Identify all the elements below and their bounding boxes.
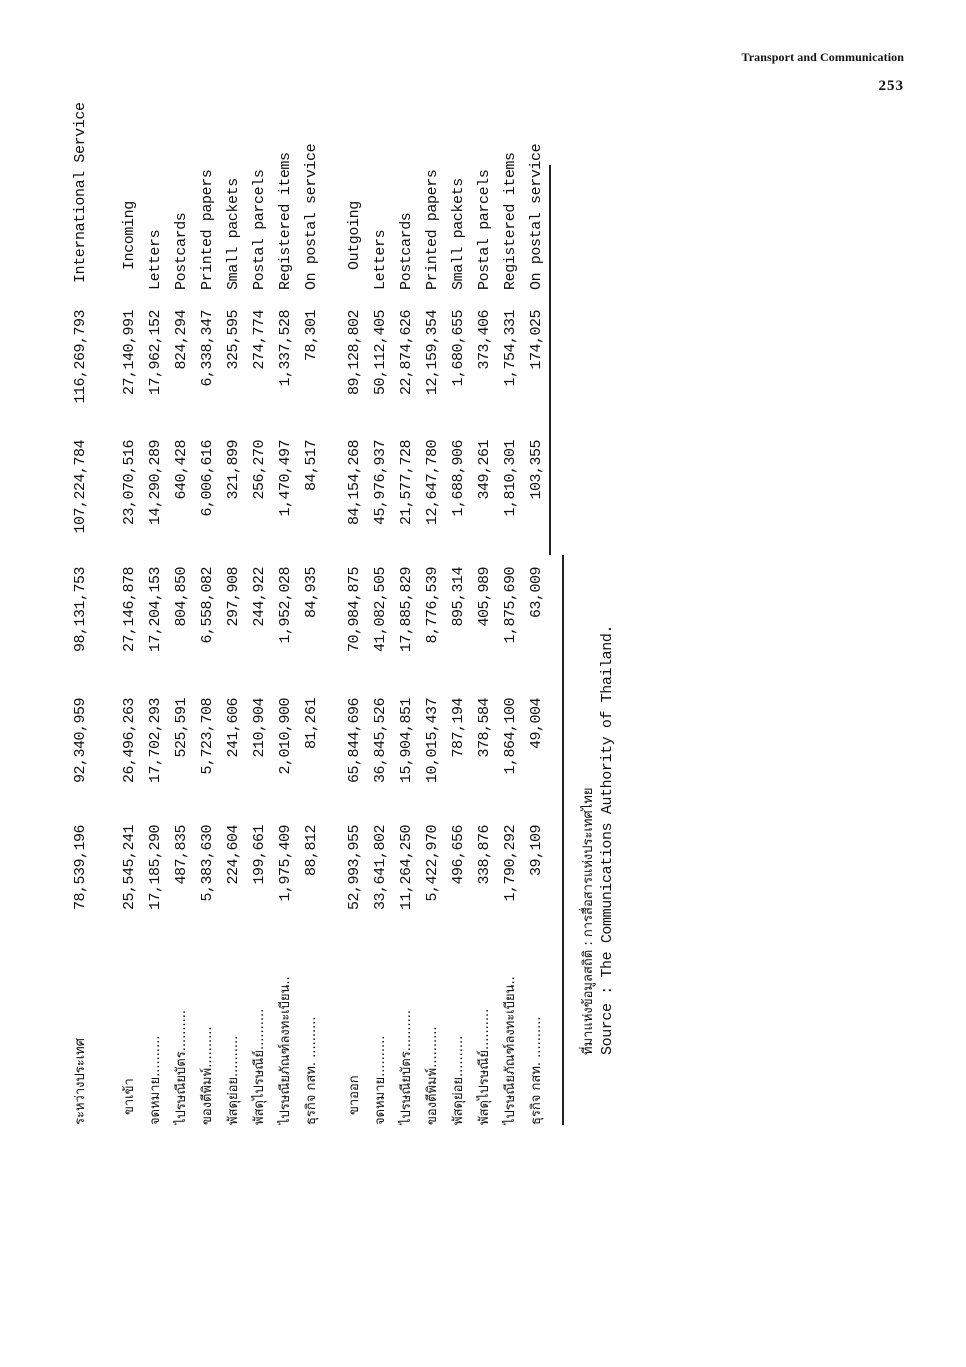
row-label-th: พัสดุไปรษณีย์.......... bbox=[252, 1008, 267, 1125]
page-number: 253 bbox=[878, 78, 904, 94]
cell-value: 78,539,196 bbox=[72, 825, 89, 911]
row-label-th: จดหมาย.......... bbox=[148, 1035, 163, 1125]
cell-value: 21,577,728 bbox=[398, 440, 415, 526]
source-note-th: ที่มาแห่งข้อมูลสถิติ : การสื่อสารแห่งประเทศไทย bbox=[581, 787, 596, 1055]
table-row bbox=[393, 165, 420, 1125]
cell-value: 241,606 bbox=[225, 698, 242, 758]
cell-value: 36,845,526 bbox=[372, 698, 389, 784]
cell-value: 52,993,955 bbox=[346, 825, 363, 911]
table-row bbox=[142, 165, 169, 1125]
table-row bbox=[220, 165, 247, 1125]
cell-value: 70,984,875 bbox=[346, 567, 363, 653]
row-label-th: ไปรษณียภัณฑ์ลงทะเบียน.. bbox=[278, 976, 293, 1125]
rotated-table bbox=[67, 102, 616, 1125]
row-label-en: Letters bbox=[147, 229, 164, 290]
cell-value: 65,844,696 bbox=[346, 698, 363, 784]
cell-value: 88,812 bbox=[303, 825, 320, 877]
cell-value: 116,269,793 bbox=[72, 310, 89, 404]
table-row-total bbox=[67, 102, 94, 1125]
row-label-en: Registered items bbox=[277, 152, 294, 290]
source-note-en: Source : The Communications Authority of Thailand. bbox=[599, 624, 616, 1055]
cell-value: 325,595 bbox=[225, 310, 242, 370]
cell-value: 174,025 bbox=[528, 310, 545, 370]
cell-value: 6,558,082 bbox=[199, 567, 216, 644]
row-label-th: ขาเข้า bbox=[122, 1078, 137, 1115]
row-label-th: ของตีพิมพ์.......... bbox=[425, 1026, 440, 1125]
cell-value: 89,128,802 bbox=[346, 310, 363, 396]
table-row bbox=[523, 143, 550, 1125]
cell-value: 49,004 bbox=[528, 698, 545, 750]
cell-value: 378,584 bbox=[476, 698, 493, 758]
cell-value: 84,935 bbox=[303, 567, 320, 619]
cell-value: 1,754,331 bbox=[502, 310, 519, 387]
row-label-th: ธุรกิจ กสท. .......... bbox=[304, 1016, 319, 1125]
cell-value: 27,146,878 bbox=[121, 567, 138, 653]
cell-value: 824,294 bbox=[173, 310, 190, 370]
row-label-th: จดหมาย.......... bbox=[373, 1035, 388, 1125]
cell-value: 41,082,505 bbox=[372, 567, 389, 653]
cell-value: 199,661 bbox=[251, 825, 268, 885]
cell-value: 15,904,851 bbox=[398, 698, 415, 784]
table-row bbox=[168, 165, 195, 1125]
cell-value: 17,962,152 bbox=[147, 310, 164, 396]
cell-value: 33,641,802 bbox=[372, 825, 389, 911]
cell-value: 256,270 bbox=[251, 440, 268, 500]
cell-value: 895,314 bbox=[450, 567, 467, 627]
cell-value: 27,140,991 bbox=[121, 310, 138, 396]
cell-value: 103,355 bbox=[528, 440, 545, 500]
cell-value: 8,776,539 bbox=[424, 567, 441, 644]
cell-value: 525,591 bbox=[173, 698, 190, 758]
row-label-th: ขาออก bbox=[347, 1075, 362, 1115]
cell-value: 6,338,347 bbox=[199, 310, 216, 387]
cell-value: 321,899 bbox=[225, 440, 242, 500]
table-row bbox=[471, 165, 498, 1125]
cell-value: 84,154,268 bbox=[346, 440, 363, 526]
cell-value: 107,224,784 bbox=[72, 440, 89, 534]
cell-value: 274,774 bbox=[251, 310, 268, 370]
table-row bbox=[246, 165, 273, 1125]
row-label-th: ระหว่างประเทศ bbox=[73, 1038, 88, 1125]
cell-value: 25,545,241 bbox=[121, 825, 138, 911]
cell-value: 5,422,970 bbox=[424, 825, 441, 902]
cell-value: 5,723,708 bbox=[199, 698, 216, 775]
cell-value: 373,406 bbox=[476, 310, 493, 370]
row-label-en: Printed papers bbox=[424, 169, 441, 290]
row-label-en: Letters bbox=[372, 229, 389, 290]
table-bottom-rule-left bbox=[562, 555, 564, 1125]
cell-value: 12,647,780 bbox=[424, 440, 441, 526]
cell-value: 1,680,655 bbox=[450, 310, 467, 387]
table-row bbox=[298, 143, 325, 1125]
table-row bbox=[194, 165, 221, 1125]
cell-value: 487,835 bbox=[173, 825, 190, 885]
cell-value: 22,874,626 bbox=[398, 310, 415, 396]
cell-value: 1,864,100 bbox=[502, 698, 519, 775]
cell-value: 98,131,753 bbox=[72, 567, 89, 653]
table-row bbox=[272, 152, 299, 1125]
cell-value: 1,952,028 bbox=[277, 567, 294, 644]
table-row-incoming bbox=[116, 165, 143, 1125]
row-label-en: International Service bbox=[72, 102, 89, 283]
table-row bbox=[419, 165, 446, 1125]
row-label-th: ไปรษณียบัตร.......... bbox=[174, 1009, 189, 1125]
cell-value: 349,261 bbox=[476, 440, 493, 500]
cell-value: 640,428 bbox=[173, 440, 190, 500]
cell-value: 17,885,829 bbox=[398, 567, 415, 653]
row-label-en: Postal parcels bbox=[476, 169, 493, 290]
table-row bbox=[445, 165, 472, 1125]
cell-value: 14,290,289 bbox=[147, 440, 164, 526]
cell-value: 1,470,497 bbox=[277, 440, 294, 517]
cell-value: 84,517 bbox=[303, 440, 320, 492]
table-row bbox=[367, 165, 394, 1125]
cell-value: 2,010,900 bbox=[277, 698, 294, 775]
cell-value: 1,810,301 bbox=[502, 440, 519, 517]
table-bottom-rule-right bbox=[549, 165, 551, 555]
table-row-outgoing bbox=[341, 165, 368, 1125]
cell-value: 26,496,263 bbox=[121, 698, 138, 784]
table-row bbox=[497, 152, 524, 1125]
cell-value: 496,656 bbox=[450, 825, 467, 885]
row-label-en: On postal service bbox=[303, 143, 320, 290]
row-label-th: ธุรกิจ กสท. .......... bbox=[529, 1016, 544, 1125]
cell-value: 11,264,250 bbox=[398, 825, 415, 911]
row-label-en: Printed papers bbox=[199, 169, 216, 290]
cell-value: 338,876 bbox=[476, 825, 493, 885]
row-label-en: Small packets bbox=[450, 178, 467, 290]
cell-value: 1,337,528 bbox=[277, 310, 294, 387]
running-header: Transport and Communication bbox=[741, 50, 904, 64]
row-label-th: ไปรษณียบัตร.......... bbox=[399, 1009, 414, 1125]
row-label-th: พัสดุไปรษณีย์.......... bbox=[477, 1008, 492, 1125]
row-label-en: Registered items bbox=[502, 152, 519, 290]
cell-value: 23,070,516 bbox=[121, 440, 138, 526]
row-label-en: Postcards bbox=[398, 212, 415, 290]
cell-value: 244,922 bbox=[251, 567, 268, 627]
cell-value: 63,009 bbox=[528, 567, 545, 619]
cell-value: 1,688,906 bbox=[450, 440, 467, 517]
cell-value: 804,850 bbox=[173, 567, 190, 627]
cell-value: 78,301 bbox=[303, 310, 320, 362]
cell-value: 12,159,354 bbox=[424, 310, 441, 396]
cell-value: 210,904 bbox=[251, 698, 268, 758]
cell-value: 92,340,959 bbox=[72, 698, 89, 784]
row-label-th: พัสดุย่อย.......... bbox=[226, 1035, 241, 1125]
cell-value: 81,261 bbox=[303, 698, 320, 750]
cell-value: 787,194 bbox=[450, 698, 467, 758]
cell-value: 1,875,690 bbox=[502, 567, 519, 644]
cell-value: 6,006,616 bbox=[199, 440, 216, 517]
row-label-en: Postal parcels bbox=[251, 169, 268, 290]
cell-value: 39,109 bbox=[528, 825, 545, 877]
cell-value: 5,383,630 bbox=[199, 825, 216, 902]
cell-value: 1,790,292 bbox=[502, 825, 519, 902]
row-label-th: ไปรษณียภัณฑ์ลงทะเบียน.. bbox=[503, 976, 518, 1125]
row-label-en: Postcards bbox=[173, 212, 190, 290]
row-label-en: Small packets bbox=[225, 178, 242, 290]
cell-value: 297,908 bbox=[225, 567, 242, 627]
cell-value: 405,989 bbox=[476, 567, 493, 627]
row-label-en: Incoming bbox=[121, 201, 138, 270]
cell-value: 17,204,153 bbox=[147, 567, 164, 653]
row-label-en: On postal service bbox=[528, 143, 545, 290]
cell-value: 45,976,937 bbox=[372, 440, 389, 526]
row-label-th: ของตีพิมพ์.......... bbox=[200, 1026, 215, 1125]
row-label-th: พัสดุย่อย.......... bbox=[451, 1035, 466, 1125]
row-label-en: Outgoing bbox=[346, 201, 363, 270]
cell-value: 50,112,405 bbox=[372, 310, 389, 396]
cell-value: 10,015,437 bbox=[424, 698, 441, 784]
cell-value: 224,604 bbox=[225, 825, 242, 885]
cell-value: 17,702,293 bbox=[147, 698, 164, 784]
cell-value: 1,975,409 bbox=[277, 825, 294, 902]
cell-value: 17,185,290 bbox=[147, 825, 164, 911]
